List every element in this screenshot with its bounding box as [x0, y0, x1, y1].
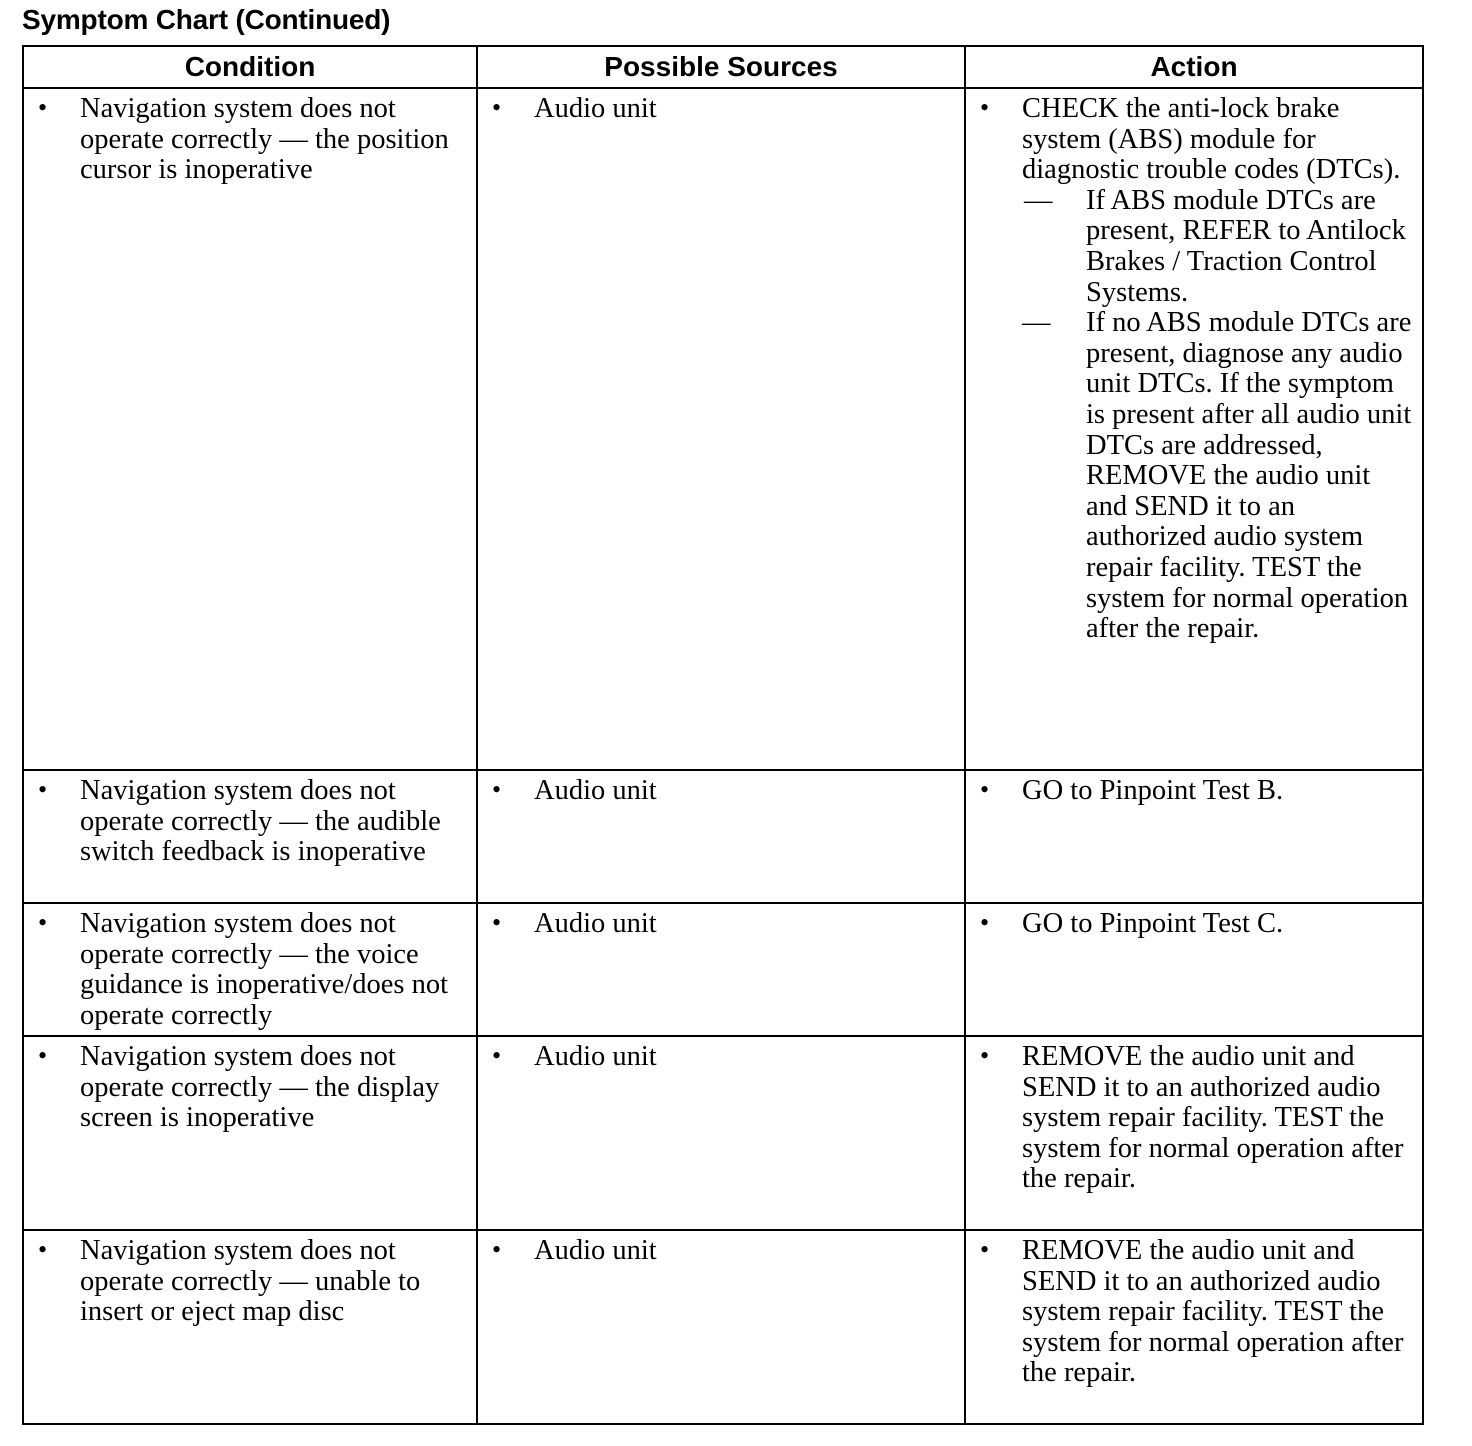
bullet-icon: • [38, 1235, 48, 1264]
condition-text: Navigation system does not operate correctly — the voice guidance is inoperative/does not operate correctly [80, 908, 449, 1031]
condition-cell [23, 770, 477, 903]
bullet-icon: • [492, 775, 502, 804]
table-row [23, 1230, 1423, 1424]
header-row [23, 46, 1423, 88]
bullet-icon: • [492, 1235, 502, 1264]
sub-action-text: If no ABS module DTCs are present, diagnose any audio unit DTCs. If the symptom is present after all audio unit DTCs are addressed, REMOVE the audio unit and SEND it to an authorized audio system repair facility. TEST the system for normal operation after the repair. [1086, 307, 1412, 645]
condition-cell [23, 88, 477, 770]
possible-sources-column-header: Possible Sources [477, 46, 965, 88]
bullet-icon: • [980, 1235, 990, 1264]
condition-column-header: Condition [23, 46, 477, 88]
action-cell [965, 1230, 1423, 1424]
action-text: GO to Pinpoint Test C. [1022, 908, 1284, 939]
source-text: Audio unit [534, 93, 657, 124]
bullet-icon: • [492, 1041, 502, 1070]
bullet-icon: • [38, 93, 48, 122]
action-text: REMOVE the audio unit and SEND it to an authorized audio system repair facility. TEST the system for normal operation after the repair. [1022, 1041, 1404, 1195]
bullet-icon: • [38, 908, 48, 937]
action-text: GO to Pinpoint Test B. [1022, 775, 1284, 806]
condition-text: Navigation system does not operate correctly — the display screen is inoperative [80, 1041, 440, 1134]
action-text: REMOVE the audio unit and SEND it to an authorized audio system repair facility. TEST the system for normal operation after the repair. [1022, 1235, 1404, 1389]
source-cell [477, 88, 965, 770]
source-text: Audio unit [534, 1235, 657, 1266]
table-row [23, 903, 1423, 1036]
sub-action-item [1022, 308, 1414, 645]
source-cell [477, 1230, 965, 1424]
condition-cell [23, 1230, 477, 1424]
page-title: Symptom Chart (Continued) [22, 4, 391, 35]
action-cell [965, 903, 1423, 1036]
action-cell [965, 770, 1423, 903]
table-row [23, 1036, 1423, 1230]
action-cell [965, 88, 1423, 770]
condition-text: Navigation system does not operate correctly — the audible switch feedback is inoperative [80, 775, 441, 868]
source-cell [477, 903, 965, 1036]
action-text: CHECK the anti-lock brake system (ABS) module for diagnostic trouble codes (DTCs). [1022, 93, 1401, 186]
source-text: Audio unit [534, 775, 657, 806]
action-column-header: Action [965, 46, 1423, 88]
dash-icon: — [1022, 307, 1051, 339]
source-text: Audio unit [534, 1041, 657, 1072]
source-cell [477, 770, 965, 903]
source-cell [477, 1036, 965, 1230]
condition-cell [23, 1036, 477, 1230]
sub-action-text: If ABS module DTCs are present, REFER to Antilock Brakes / Traction Control Systems. [1086, 184, 1406, 308]
dash-icon: — [1024, 184, 1053, 216]
bullet-icon: • [492, 93, 502, 122]
condition-cell [23, 903, 477, 1036]
sub-action-item [1022, 186, 1414, 308]
bullet-icon: • [980, 775, 990, 804]
condition-text: Navigation system does not operate correctly — unable to insert or eject map disc [80, 1235, 421, 1328]
bullet-icon: • [980, 93, 990, 122]
table-row [23, 88, 1423, 770]
source-text: Audio unit [534, 908, 657, 939]
bullet-icon: • [38, 1041, 48, 1070]
bullet-icon: • [980, 1041, 990, 1070]
symptom-chart-table [22, 45, 1424, 1425]
action-cell [965, 1036, 1423, 1230]
condition-text: Navigation system does not operate correctly — the position cursor is inoperative [80, 93, 449, 186]
table-row [23, 770, 1423, 903]
bullet-icon: • [38, 775, 48, 804]
bullet-icon: • [980, 908, 990, 937]
bullet-icon: • [492, 908, 502, 937]
